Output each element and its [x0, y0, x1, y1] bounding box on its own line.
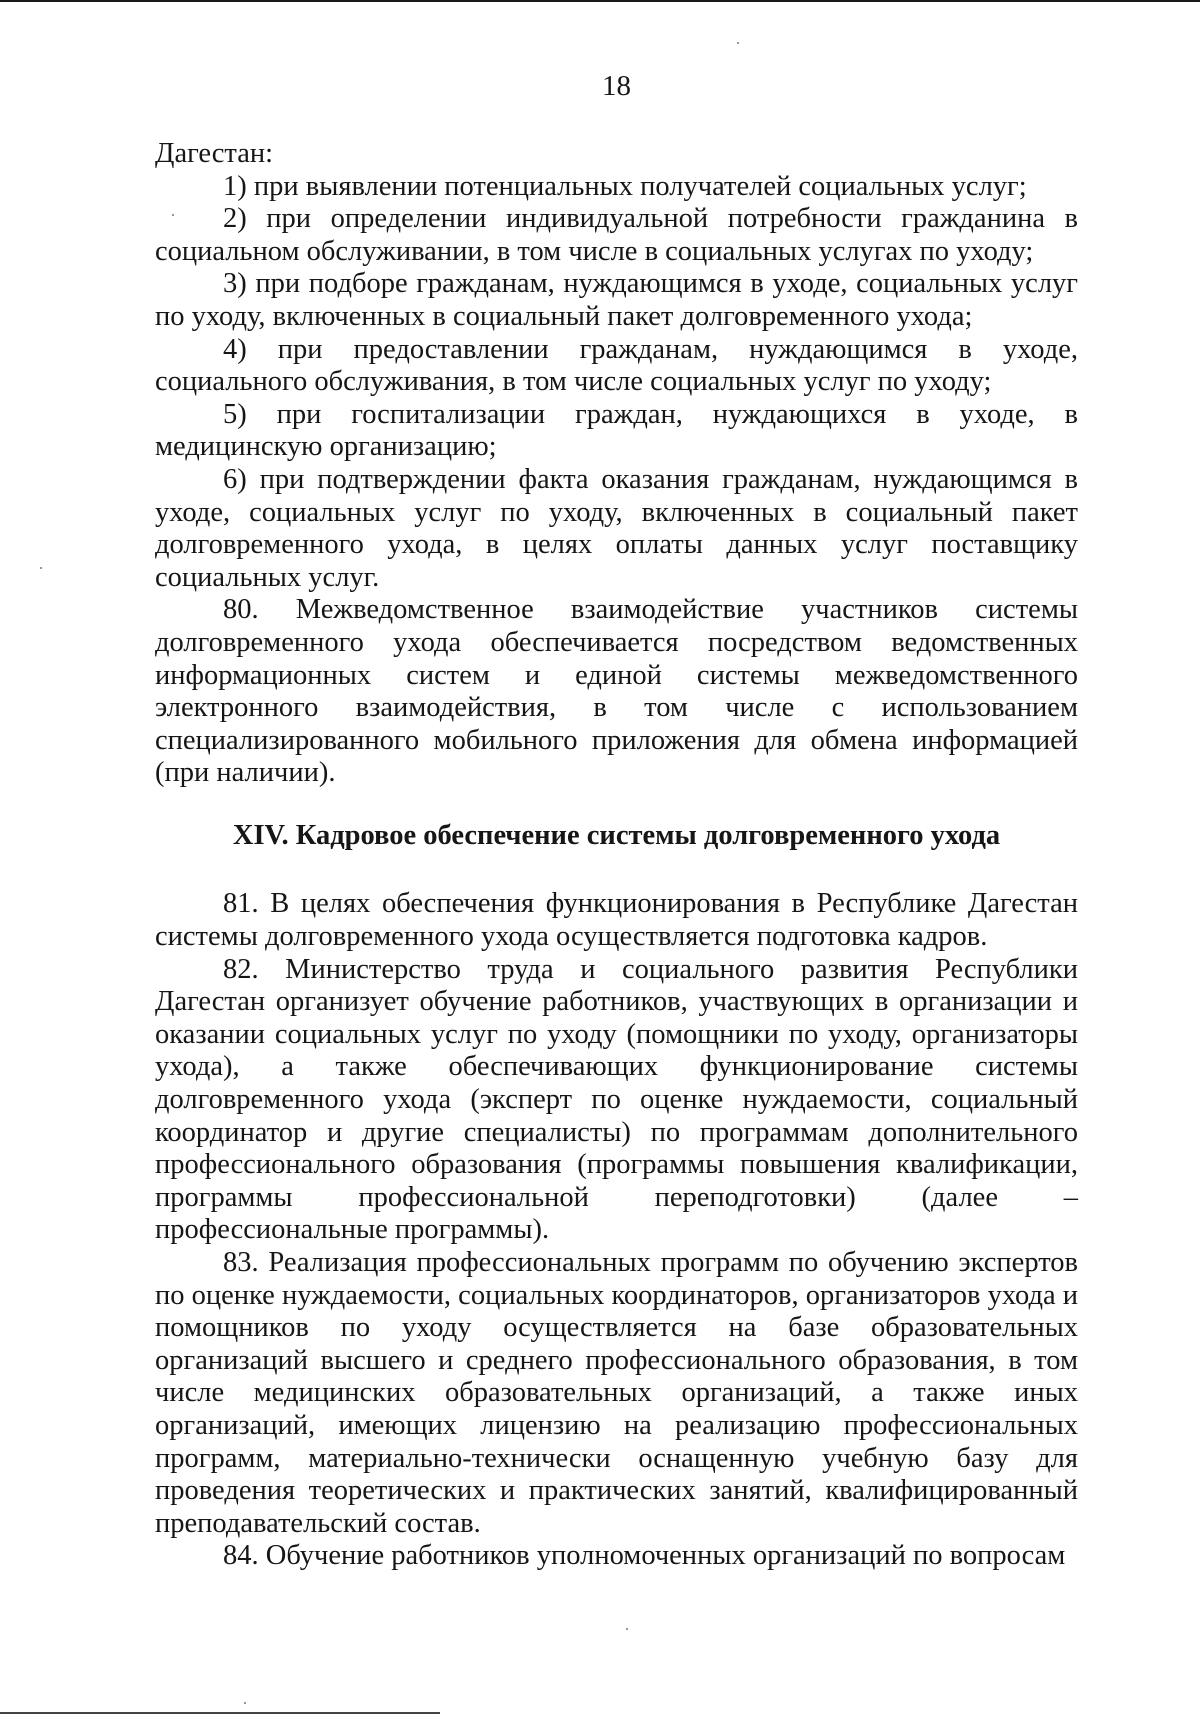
paragraph-83: 83. Реализация профессиональных программ по обучению экспертов по оценке нуждаемости, социальных координаторов, организаторов ухода и помощников по уходу осуществляется на базе образовательных организаций высшего и среднего профессионального образования, в том числе медицинских образовательных организаций, а также иных организаций, имеющих лицензию на реализацию профессиональных программ, материально-технически оснащенную учебную базу для проведения теоретических и практических занятий, квалифицированный преподавательский состав. [155, 1247, 1078, 1539]
scan-speck [244, 1702, 246, 1704]
document-body [155, 138, 1078, 1573]
scan-speck [172, 214, 174, 216]
paragraph-80: 80. Межведомственное взаимодействие участников системы долговременного ухода обеспечивается посредством ведомственных информационных систем и единой системы межведомственного электронного взаимодействия, в том числе с использованием специализированного мобильного приложения для обмена информацией (при наличии). [155, 594, 1078, 789]
scan-edge-bottom [0, 1712, 440, 1714]
paragraph-84: 84. Обучение работников уполномоченных организаций по вопросам [223, 1540, 1066, 1572]
scan-speck [626, 1628, 628, 1630]
list-item-3: 3) при подборе гражданам, нуждающимся в уходе, социальных услуг по уходу, включенных в социальный пакет долговременного ухода; [155, 268, 1078, 332]
paragraph-82: 82. Министерство труда и социального развития Республики Дагестан организует обучение работников, участвующих в организации и оказании социальных услуг по уходу (помощники по уходу, организаторы ухода), а также обеспечивающих функционирование системы долговременного ухода (эксперт по оценке нуждаемости, социальный координатор и другие специалисты) по программам дополнительного профессионального образования (программы повышения квалификации, программы профессиональной переподготовки) (далее – профессиональные программы). [155, 953, 1078, 1246]
list-item-5: 5) при госпитализации граждан, нуждающихся в уходе, в медицинскую организацию; [155, 398, 1078, 463]
scan-speck [40, 567, 42, 569]
list-item-2: 2) при определении индивидуальной потребности гражданина в социальном обслуживании, в том числе в социальных услугах по уходу; [155, 203, 1078, 267]
scan-speck [737, 42, 739, 44]
list-item-1: 1) при выявлении потенциальных получателей социальных услуг; [223, 170, 1027, 202]
page-number: 18 [602, 70, 631, 102]
list-item-6: 6) при подтверждении факта оказания гражданам, нуждающимся в уходе, социальных услуг по уходу, включенных в социальный пакет долговременного ухода, в целях оплаты данных услуг поставщику социальных услуг. [155, 463, 1078, 593]
paragraph-81: 81. В целях обеспечения функционирования в Республике Дагестан системы долговременного ухода осуществляется подготовка кадров. [155, 888, 1078, 953]
list-item-4: 4) при предоставлении гражданам, нуждающимся в уходе, социального обслуживания, в том числе социальных услуг по уходу; [155, 333, 1078, 398]
paragraph-continuation: Дагестан: [155, 138, 274, 169]
section-heading: XIV. Кадровое обеспечение системы долговременного ухода [232, 819, 1001, 851]
scan-edge-top [0, 0, 1200, 2]
